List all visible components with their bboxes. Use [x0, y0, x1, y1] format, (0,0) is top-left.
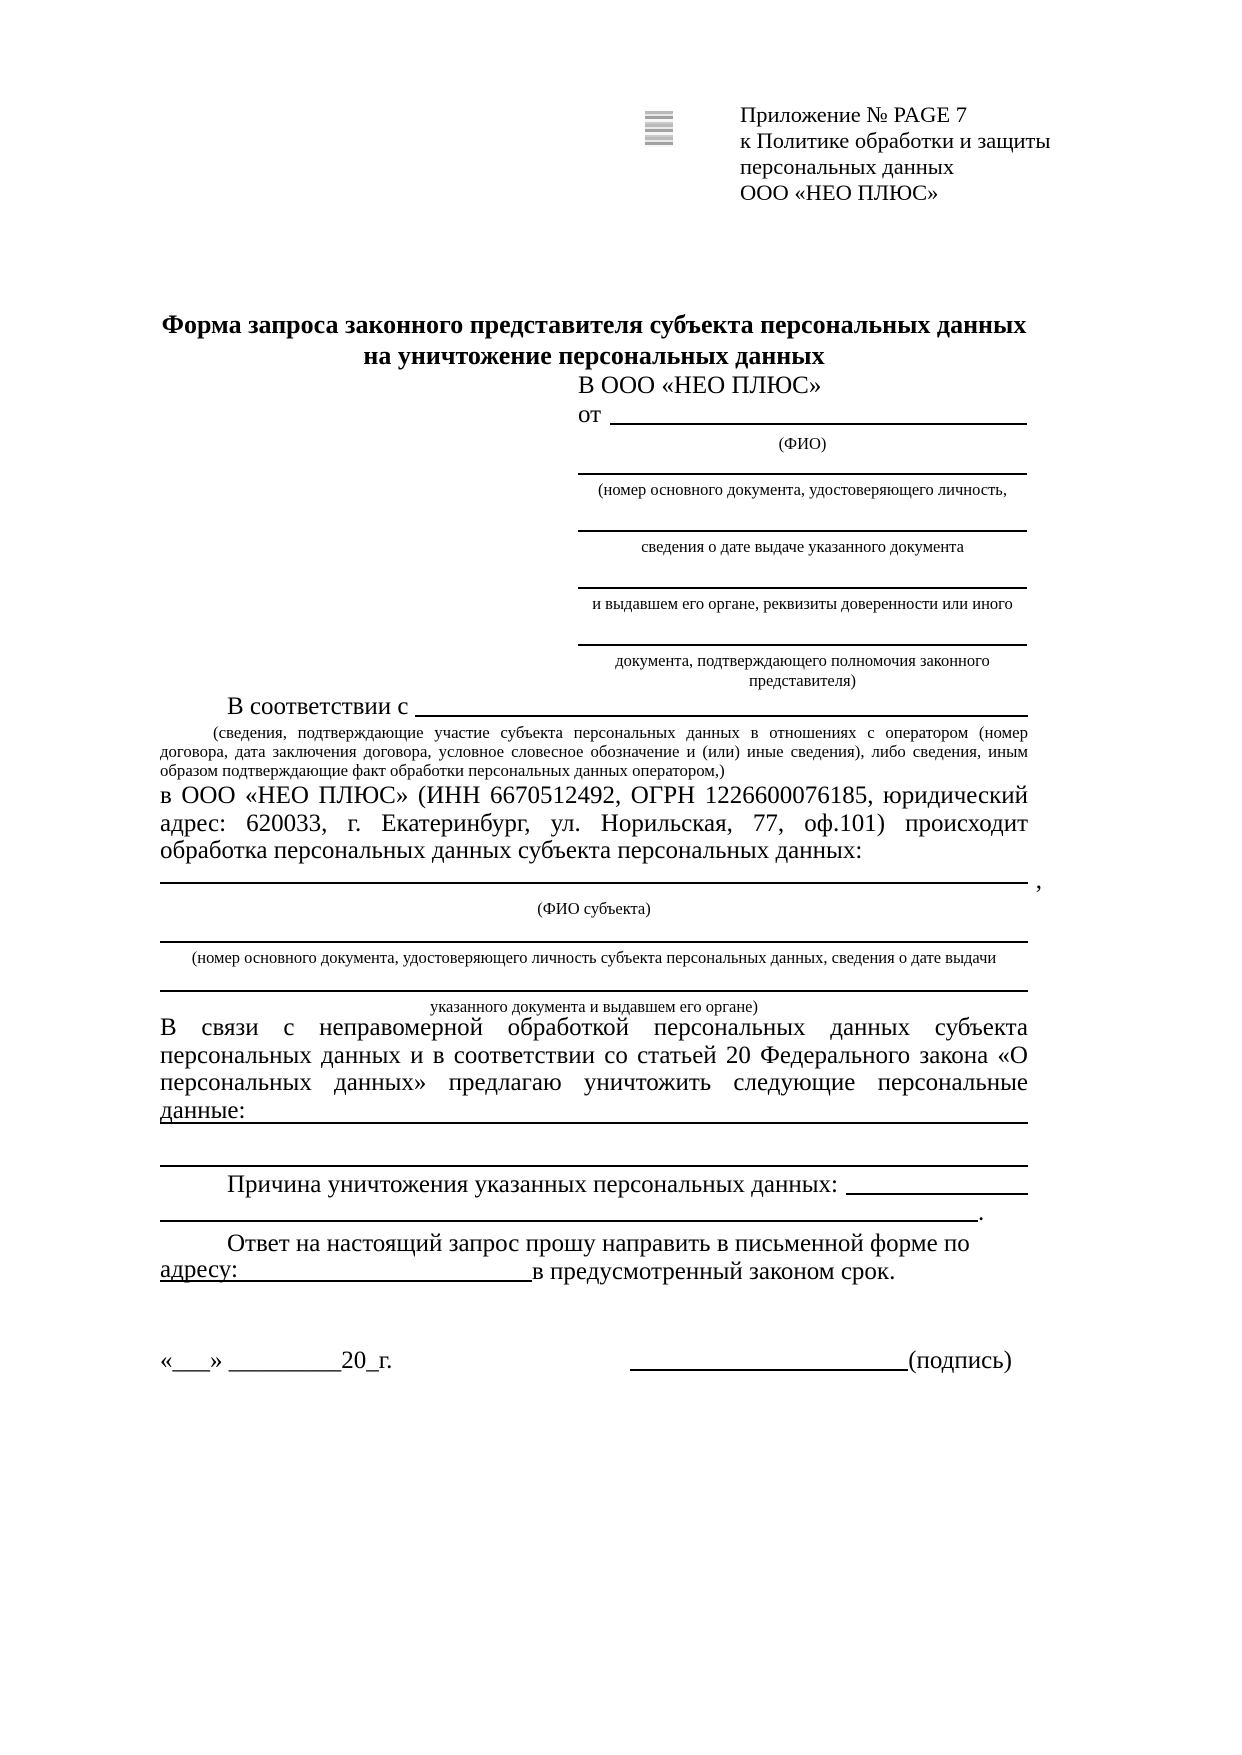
from-row — [578, 402, 1027, 428]
representative-doc-field-1 — [578, 473, 1027, 500]
doc-caption-2: сведения о дате выдаче указанного документа — [641, 537, 964, 556]
from-fio-field-line — [610, 403, 1027, 425]
fio-caption: (ФИО) — [778, 434, 827, 453]
subject-fio-field-line — [160, 882, 1028, 884]
signature-field-line — [630, 1349, 908, 1371]
subject-doc-field-line-1 — [160, 941, 1028, 943]
data-blank-line-1 — [160, 1122, 1028, 1124]
according-row — [160, 694, 1028, 720]
reason-continuation-row — [160, 1201, 1028, 1225]
according-field-line — [415, 695, 1028, 717]
reason-row — [160, 1172, 1028, 1198]
signature-group — [630, 1348, 1012, 1374]
doc-caption-1: (номер основного документа, удостоверяющего личность, — [598, 480, 1007, 499]
doc-caption-3: и выдавшем его органе, реквизиты доверенности или иного — [592, 594, 1013, 613]
subject-doc-caption-2: указанного документа и выдавшем его органе) — [430, 997, 758, 1016]
footer-row — [160, 1348, 1028, 1374]
smudge-artifact-icon — [645, 111, 673, 147]
trailing-comma: , — [1035, 867, 1042, 894]
subject-doc-caption-1: (номер основного документа, удостоверяющего личность субъекта персональных данных, сведения о дате выдачи — [191, 948, 997, 967]
doc-field-line-3 — [578, 587, 1027, 589]
from-label: от — [578, 401, 602, 428]
doc-field-line-2 — [578, 530, 1027, 532]
doc-caption-4: документа, подтверждающего полномочия законного представителя) — [615, 651, 990, 690]
according-label: В соответствии с — [227, 693, 409, 720]
appendix-number-line: Приложение № PAGE 7 — [740, 102, 968, 127]
reason-continuation-line — [160, 1200, 978, 1222]
policy-line-1: к Политике обработки и защиты — [740, 128, 1051, 153]
organization-name: ООО «НЕО ПЛЮС» — [740, 180, 939, 205]
reply-suffix: в предусмотренный законом срок. — [532, 1258, 896, 1285]
according-section — [160, 694, 1028, 780]
representative-doc-field-4 — [578, 644, 1027, 691]
subject-doc-field-line-2 — [160, 990, 1028, 992]
policy-line-2: персональных данных — [740, 154, 955, 179]
according-fine-print: (сведения, подтверждающие участие субъекта персональных данных в отношениях с оператором (номер договора, дата заключения договора, условное словесное обозначение и (или) иные сведения), либо сведения, иным образом подтверждающие факт обработки персональных данных оператором,) — [160, 723, 1028, 780]
representative-doc-field-2 — [578, 530, 1027, 557]
form-title-line-1: Форма запроса законного представителя субъекта персональных данных — [161, 310, 1027, 339]
reply-sentence: Ответ на настоящий запрос прошу направить в письменной форме по адресу: — [160, 1230, 970, 1283]
doc-field-line-4 — [578, 644, 1027, 646]
trailing-period: . — [978, 1199, 985, 1226]
reason-label: Причина уничтожения указанных персональных данных: — [227, 1171, 838, 1198]
destroy-paragraph: В связи с неправомерной обработкой персональных данных субъекта персональных данных и в соответствии со статьей 20 Федерального закона «О персональных данных» предлагаю уничтожить следующие персональные данные: — [160, 1014, 1028, 1124]
form-title-line-2: на уничтожение персональных данных — [363, 341, 825, 370]
form-title — [160, 309, 1028, 371]
addressee-block — [578, 372, 1027, 691]
doc-field-line-1 — [578, 473, 1027, 475]
data-blank-line-2 — [160, 1165, 1028, 1167]
appendix-header — [740, 102, 1070, 206]
reason-field-line — [846, 1173, 1028, 1195]
subject-fields — [160, 867, 1042, 1017]
subject-fio-row — [160, 867, 1042, 894]
operator-paragraph: в ООО «НЕО ПЛЮС» (ИНН 6670512492, ОГРН 1226600076185, юридический адрес: 620033, г. Екатеринбург, ул. Норильская, 77, оф.101) происходит обработка персональных данных субъекта персональных данных: — [160, 782, 1028, 864]
addressee-org: В ООО «НЕО ПЛЮС» — [578, 372, 822, 399]
signature-caption: (подпись) — [908, 1347, 1012, 1374]
subject-fio-caption: (ФИО субъекта) — [537, 899, 651, 918]
address-field-line — [160, 1260, 532, 1282]
reply-address-row — [160, 1259, 1028, 1285]
date-line: «___» _________20_г. — [160, 1347, 393, 1374]
representative-doc-field-3 — [578, 587, 1027, 614]
